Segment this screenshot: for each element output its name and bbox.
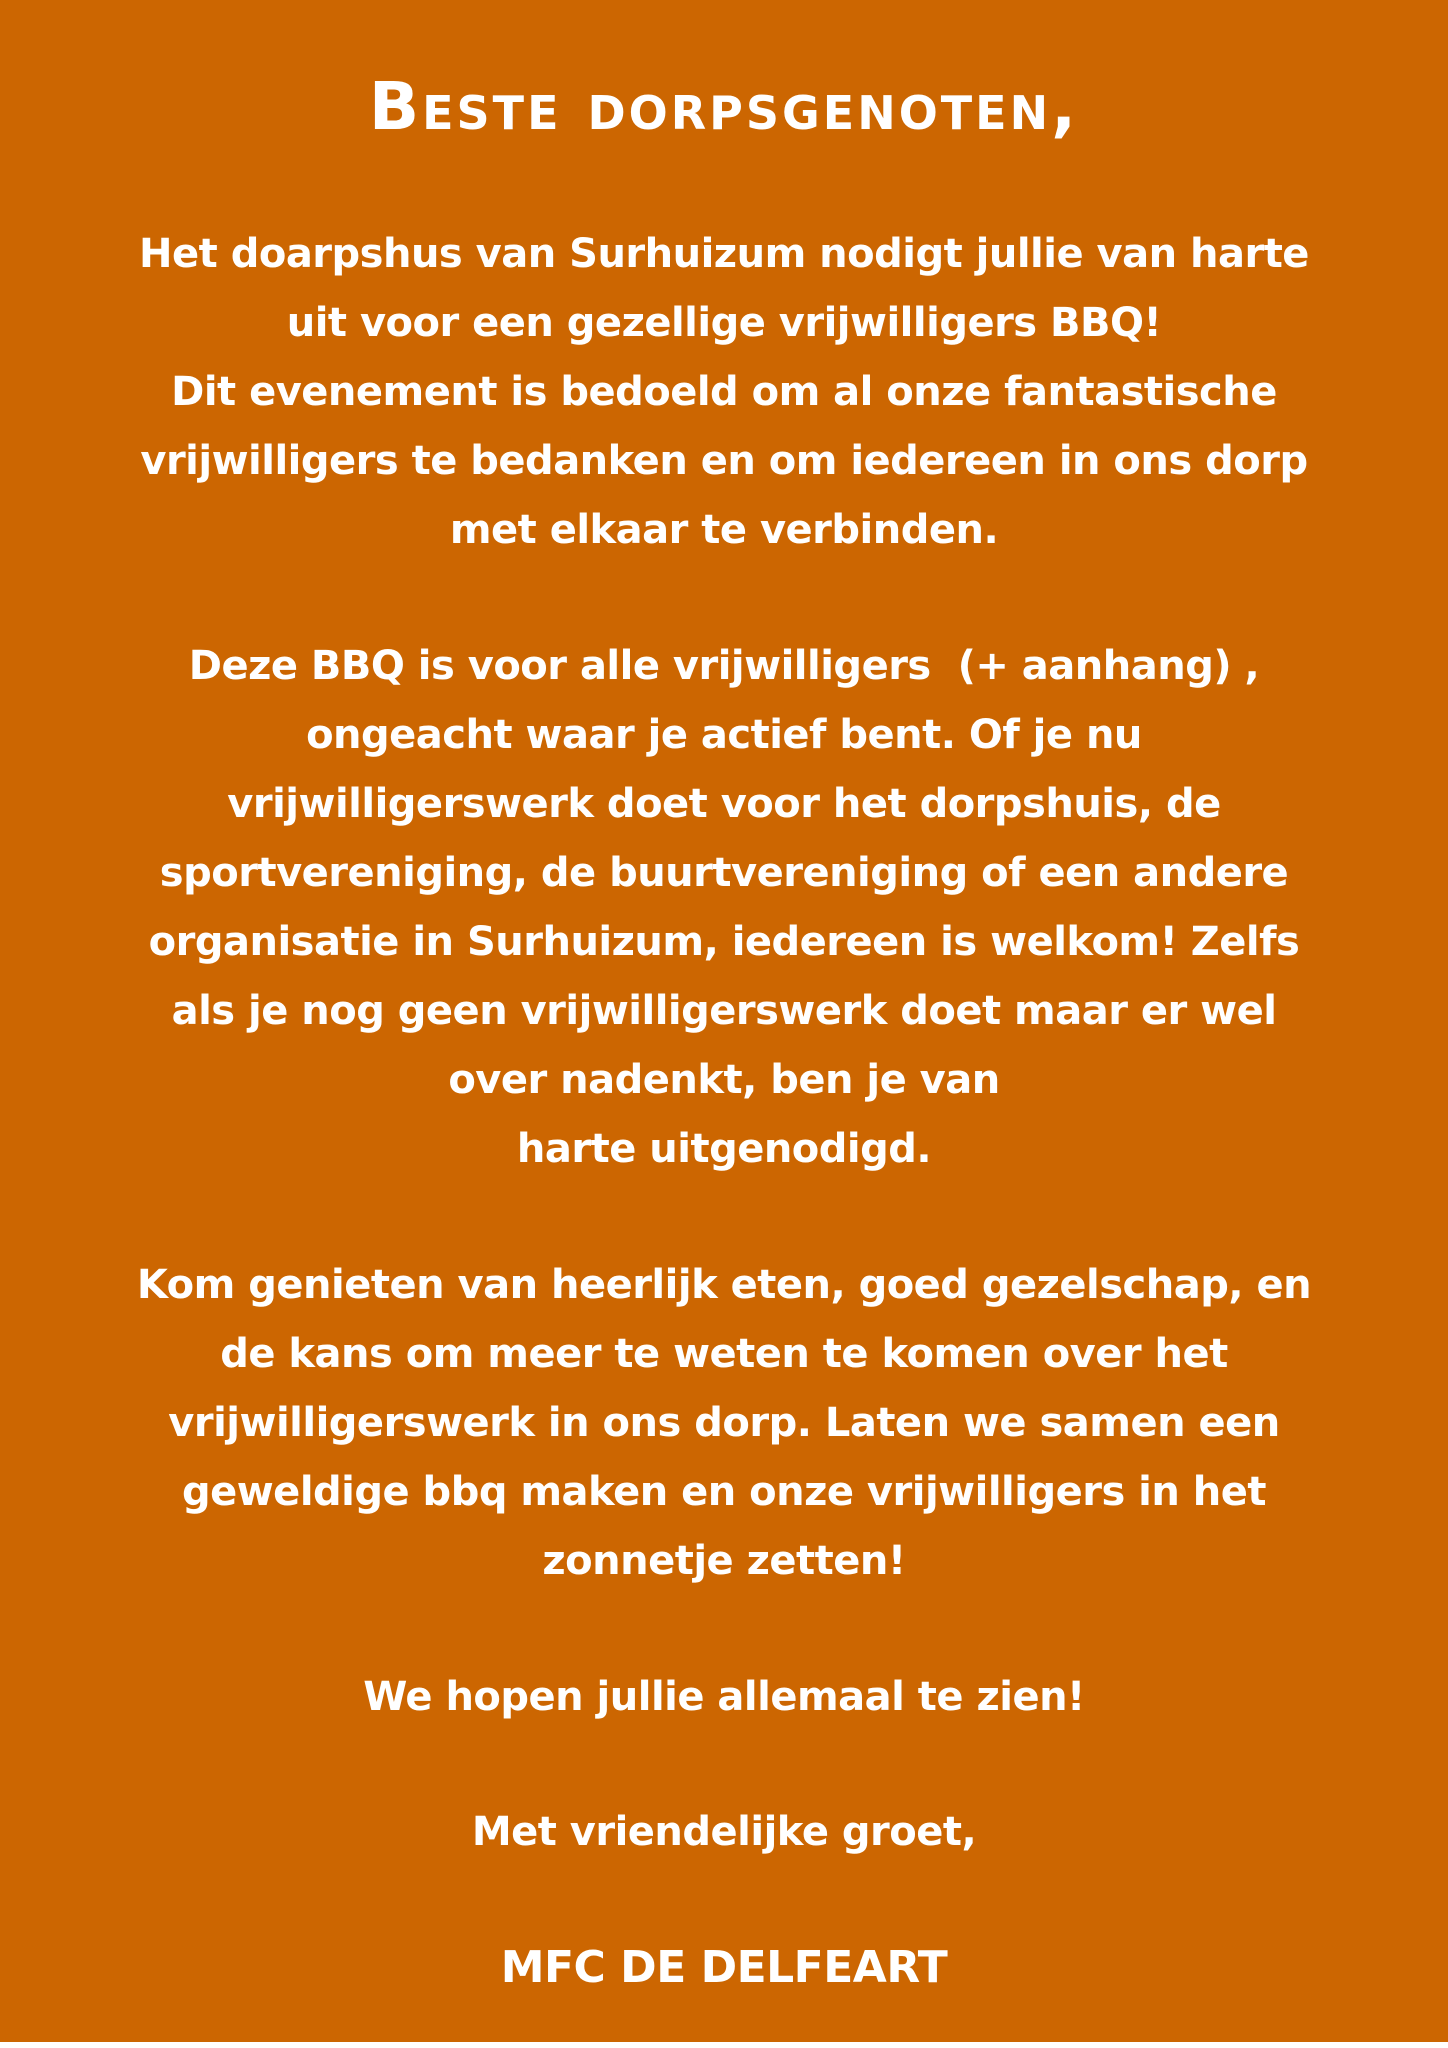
closing-regards: Met vriendelijke groet, — [471, 1809, 977, 1855]
closing-hope: We hopen jullie allemaal te zien! — [363, 1674, 1085, 1720]
letter-greeting: Beste dorpsgenoten, — [368, 68, 1080, 145]
paragraph2-line: als je nog geen vrijwilligerswerk doet maar er wel — [171, 988, 1277, 1034]
paragraph3-line: Kom genieten van heerlijk eten, goed gezelschap, en — [136, 1262, 1312, 1308]
paragraph1-line: uit voor een gezellige vrijwilligers BBQ! — [286, 300, 1162, 346]
paragraph1-line: Het doarpshus van Surhuizum nodigt jullie van harte — [139, 231, 1309, 277]
paragraph1-line: met elkaar te verbinden. — [449, 507, 999, 553]
paragraph2-line: sportvereniging, de buurtvereniging of een andere — [159, 850, 1289, 896]
paragraph3-line: zonnetje zetten! — [542, 1538, 906, 1584]
paragraph2-line: ongeacht waar je actief bent. Of je nu — [306, 712, 1142, 758]
paragraph1-line: vrijwilligers te bedanken en om iedereen in ons dorp — [140, 438, 1308, 484]
paragraph2-line: vrijwilligerswerk doet voor het dorpshuis, de — [227, 781, 1221, 827]
paragraph3-line: vrijwilligerswerk in ons dorp. Laten we samen een — [168, 1400, 1280, 1446]
paragraph2-line: Deze BBQ is voor alle vrijwilligers (+ aanhang) , — [188, 643, 1260, 689]
paragraph2-line: organisatie in Surhuizum, iedereen is welkom! Zelfs — [148, 919, 1300, 965]
paragraph2-line: over nadenkt, ben je van — [448, 1057, 1000, 1103]
signature: MFC DE DELFEART — [500, 1942, 948, 1993]
paragraph2-line: harte uitgenodigd. — [516, 1126, 932, 1172]
paragraph3-line: de kans om meer te weten te komen over het — [220, 1331, 1228, 1377]
paragraph1-line: Dit evenement is bedoeld om al onze fantastische — [171, 369, 1277, 415]
paragraph3-line: geweldige bbq maken en onze vrijwilligers in het — [181, 1469, 1267, 1515]
